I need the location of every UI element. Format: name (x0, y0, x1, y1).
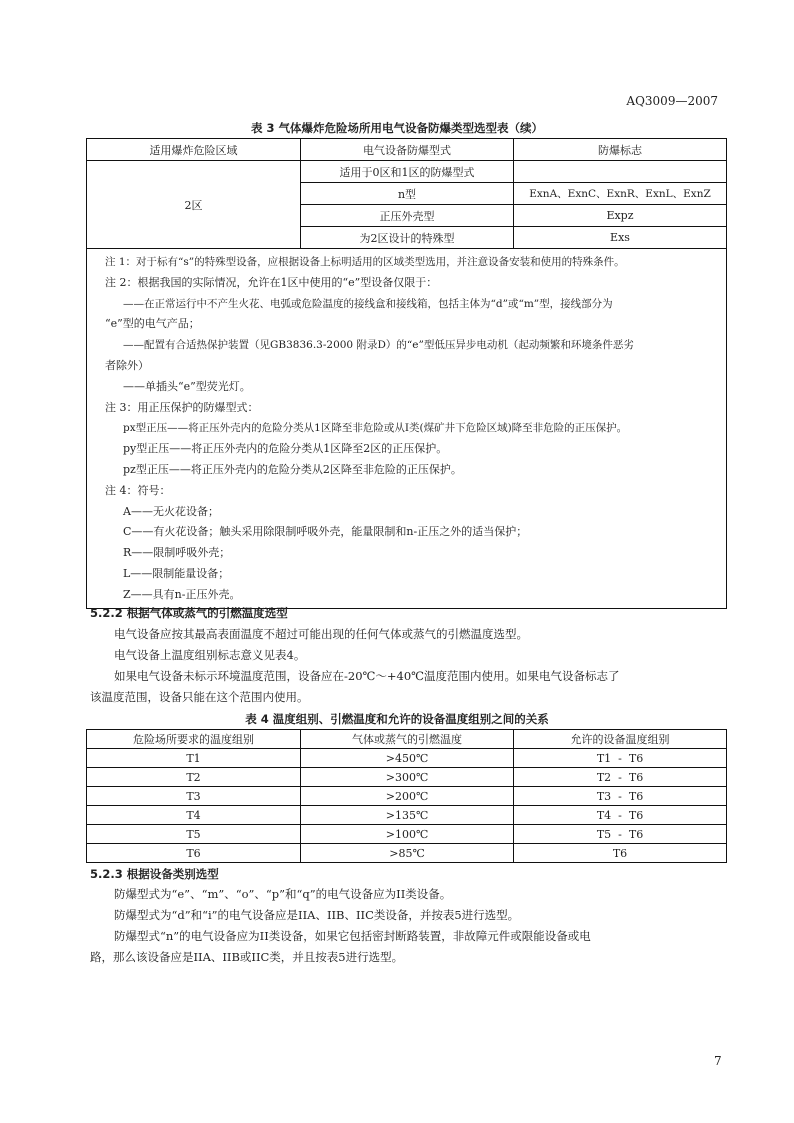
column-header: 危险场所要求的温度组别 (87, 730, 301, 749)
paragraph: 电气设备上温度组别标志意义见表4。 (114, 648, 306, 662)
table-row (87, 161, 727, 183)
note-4-item: L——限制能量设备； (123, 566, 230, 580)
note-2-item: ——配置有合适热保护装置（见GB3836.3-2000 附录D）的“e”型低压异步电动机（起动频繁和环境条件恶劣 (123, 339, 634, 352)
paragraph: 电气设备应按其最高表面温度不超过可能出现的任何气体或蒸气的引燃温度选型。 (114, 627, 528, 641)
table3 (86, 138, 727, 609)
note-4-item: R——限制呼吸外壳； (123, 546, 231, 560)
paragraph: 防爆型式为“e”、“m”、“o”、“p”和“q”的电气设备应为II类设备。 (114, 887, 452, 901)
cell: >135℃ (301, 806, 514, 825)
column-header: 允许的设备温度组别 (514, 730, 727, 749)
note-1: 注 1：对于标有“s”的特殊型设备，应根据设备上标明适用的区域类型选用，并注意设备安装和使用的特殊条件。 (105, 256, 625, 268)
section-5-2-2-heading: 5.2.2 根据气体或蒸气的引燃温度选型 (90, 606, 288, 620)
cell: T5 (87, 825, 301, 844)
notes-row (87, 249, 727, 609)
cell: T2 - T6 (514, 768, 727, 787)
note-2-item: ——在正常运行中不产生火花、电弧或危险温度的接线盒和接线箱，包括主体为“d”或“m”型，接线部分为 (123, 297, 613, 310)
cell: T5 - T6 (514, 825, 727, 844)
table-row (87, 787, 727, 806)
note-2-item-cont: 者除外） (105, 358, 149, 372)
page-number: 7 (714, 1054, 722, 1068)
note-2: 注 2：根据我国的实际情况，允许在1区中使用的“e”型设备仅限于： (105, 275, 438, 289)
section-5-2-3-heading: 5.2.3 根据设备类别选型 (90, 867, 219, 881)
column-header: 适用爆炸危险区域 (87, 139, 301, 161)
standard-number: AQ3009—2007 (626, 94, 718, 108)
note-3: 注 3：用正压保护的防爆型式： (105, 400, 259, 414)
type-cell: n型 (301, 183, 514, 205)
section-5-2-3-body (90, 884, 730, 968)
cell: >100℃ (301, 825, 514, 844)
paragraph: 防爆型式为“d”和“i”的电气设备应是IIA、IIB、IIC类设备，并按表5进行选型。 (114, 908, 520, 922)
column-header: 防爆标志 (514, 139, 727, 161)
table3-title: 表 3 气体爆炸危险场所用电气设备防爆类型选型表（续） (250, 121, 543, 135)
notes-cell (87, 249, 727, 609)
mark-cell: Expz (514, 205, 727, 227)
note-3-item: px型正压——将正压外壳内的危险分类从1区降至非危险或从I类(煤矿井下危险区域)降至非危险的正压保护。 (123, 422, 628, 435)
note-4-item: Z——具有n-正压外壳。 (123, 587, 241, 601)
note-2-item: ——单插头“e”型荧光灯。 (123, 379, 251, 393)
table4-title: 表 4 温度组别、引燃温度和允许的设备温度组别之间的关系 (245, 712, 549, 726)
table-row (87, 844, 727, 863)
cell: T1 (87, 749, 301, 768)
cell: >450℃ (301, 749, 514, 768)
column-header: 气体或蒸气的引燃温度 (301, 730, 514, 749)
type-cell: 适用于0区和1区的防爆型式 (301, 161, 514, 183)
zone-cell: 2区 (87, 161, 301, 249)
paragraph-cont: 该温度范围，设备只能在这个范围内使用。 (90, 690, 309, 704)
note-4-item: A——无火花设备； (123, 504, 219, 518)
cell: T2 (87, 768, 301, 787)
note-4: 注 4：符号： (105, 483, 171, 497)
column-header: 电气设备防爆型式 (301, 139, 514, 161)
table4 (86, 729, 727, 863)
cell: T1 - T6 (514, 749, 727, 768)
mark-cell: ExnA、ExnC、ExnR、ExnL、ExnZ (514, 183, 727, 205)
cell: T6 (87, 844, 301, 863)
cell: T4 - T6 (514, 806, 727, 825)
cell: T4 (87, 806, 301, 825)
table-row (87, 806, 727, 825)
note-3-item: py型正压——将正压外壳内的危险分类从1区降至2区的正压保护。 (123, 442, 448, 456)
note-2-item-cont: “e”型的电气产品； (105, 317, 200, 331)
cell: >200℃ (301, 787, 514, 806)
table-header-row (87, 139, 727, 161)
cell: >300℃ (301, 768, 514, 787)
table-row (87, 768, 727, 787)
cell: >85℃ (301, 844, 514, 863)
type-cell: 为2区设计的特殊型 (301, 227, 514, 249)
table-row (87, 825, 727, 844)
table-row (87, 749, 727, 768)
type-cell: 正压外壳型 (301, 205, 514, 227)
mark-cell: Exs (514, 227, 727, 249)
table-header-row (87, 730, 727, 749)
cell: T6 (514, 844, 727, 863)
mark-cell (514, 161, 727, 183)
section-5-2-2-body (90, 624, 730, 708)
cell: T3 - T6 (514, 787, 727, 806)
paragraph: 防爆型式“n”的电气设备应为II类设备，如果它包括密封断路装置，非故障元件或限能设备或电 (114, 929, 591, 943)
cell: T3 (87, 787, 301, 806)
paragraph: 如果电气设备未标示环境温度范围，设备应在-20℃～+40℃温度范围内使用。如果电气设备标志了 (114, 669, 620, 683)
paragraph-cont: 路，那么该设备应是IIA、IIB或IIC类，并且按表5进行选型。 (90, 950, 404, 964)
note-4-item: C——有火花设备；触头采用除限制呼吸外壳，能量限制和n-正压之外的适当保护； (123, 525, 528, 539)
note-3-item: pz型正压——将正压外壳内的危险分类从2区降至非危险的正压保护。 (123, 462, 462, 476)
